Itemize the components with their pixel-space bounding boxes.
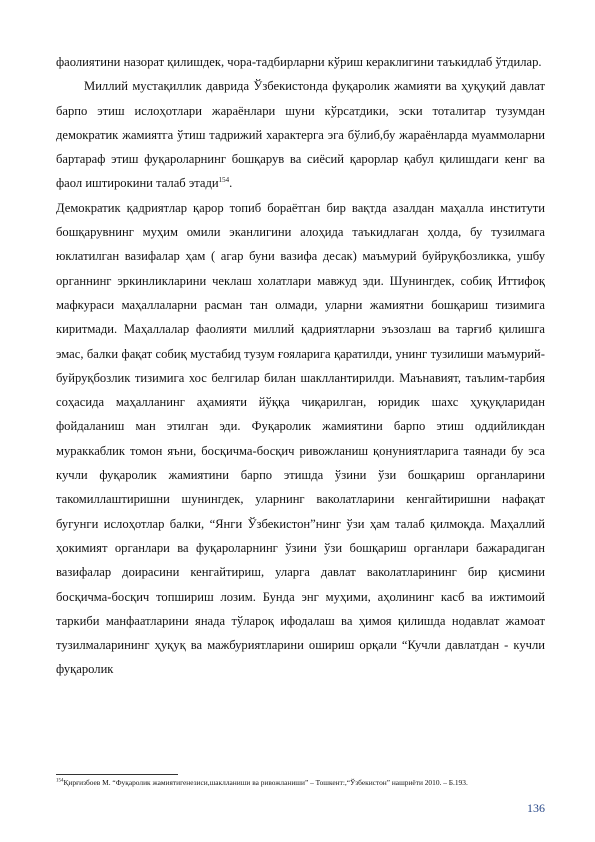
footnote-separator <box>56 774 178 775</box>
footnote-text: Қирғизбоев М. “Фуқаролик жамиятигенезиси,шаклланиши ва ривожланиши” – Тошкент:,“Ўзбекистон” нашриёти 2010. – Б.193. <box>63 778 468 787</box>
paragraph-2 <box>56 74 545 195</box>
footnote-number: 154 <box>56 778 64 784</box>
footnote <box>56 777 545 789</box>
page-number: 136 <box>527 801 545 815</box>
page-body <box>56 50 545 682</box>
paragraph-3: Демократик қадриятлар қарор топиб бораётган бир вақтда азалдан маҳалла институти бошқарувнинг муҳим омили эканлигини алоҳида таъкидлаган ҳолда, бу тузилмага юклатилган вазифалар ҳам ( агар буни вазифа десак) маъмурий буйруқбозликка, ушбу органнинг эркинликларини чеклаш холатлари мавжуд эди. Шунингдек, собиқ Иттифоқ мафкураси маҳаллаларни расман тан олмади, уларни жамиятни бошқариш тизимига киритмади. Маҳаллалар фаолияти миллий қадриятларни эъзозлаш ва тарғиб қилишга эмас, балки фақат собиқ мустабид тузум ғояларига қаратилди, унинг тузилиши маъмурий-буйруқбозлик тизимига хос белгилар билан шакллантирилди. Маънавият, таълим-тарбия соҳасида маҳалланинг аҳамияти йўққа чиқарилган, юридик шахс ҳуқуқларидан фойдаланиш ман этилган эди. Фуқаролик жамиятини барпо этиш оддийликдан мураккаблик томон яъни, босқичма-босқич ривожланиш қонуниятларига таянади бу эса кучли фуқаролик жамиятини барпо этишда ўзини ўзи бошқариш органларини такомиллаштиришни шунингдек, уларнинг ваколатларини кенгайтиришни нафақат бугунги ислоҳотлар балки, “Янги Ўзбекистон”нинг ўзи ҳам талаб қилмоқда. Маҳаллий ҳокимият органлари ва фуқароларнинг ўзини ўзи бошқариш органлари бажарадиган вазифалар доирасини кенгайтириш, уларга давлат ваколатларининг бир қисмини босқичма-босқич топшириш лозим. Бунда энг муҳими, аҳолининг касб ва ижтимоий таркиби манфаатларини янада тўлароқ ифодалаш ва ҳимоя қилишда нодавлат жамоат тузилмаларининг ҳуқуқ ва мажбуриятларини ошириш орқали “Кучли давлатдан - кучли фуқаролик <box>56 200 545 677</box>
paragraph-2-end: . <box>229 176 233 191</box>
paragraph-1: фаолиятини назорат қилишдек, чора-тадбирларни кўриш кераклигини таъкидлаб ўтдилар. <box>56 55 542 69</box>
paragraph-2-text: Миллий мустақиллик даврида Ўзбекистонда фуқаролик жамияти ва ҳуқуқий давлат барпо этиш ислоҳотлари жараёнлари шуни кўрсатдики, эски тоталитар тузумдан демократик жамиятга ўтиш тадрижий характерга эга бўлиб,бу жараёнларда муаммоларни бартараф этиш фуқароларнинг бошқарув ва сиёсий қарорлар қабул қилишдаги кенг ва фаол иштирокини талаб этади <box>56 79 545 191</box>
footnote-reference[interactable]: 154 <box>218 176 230 185</box>
